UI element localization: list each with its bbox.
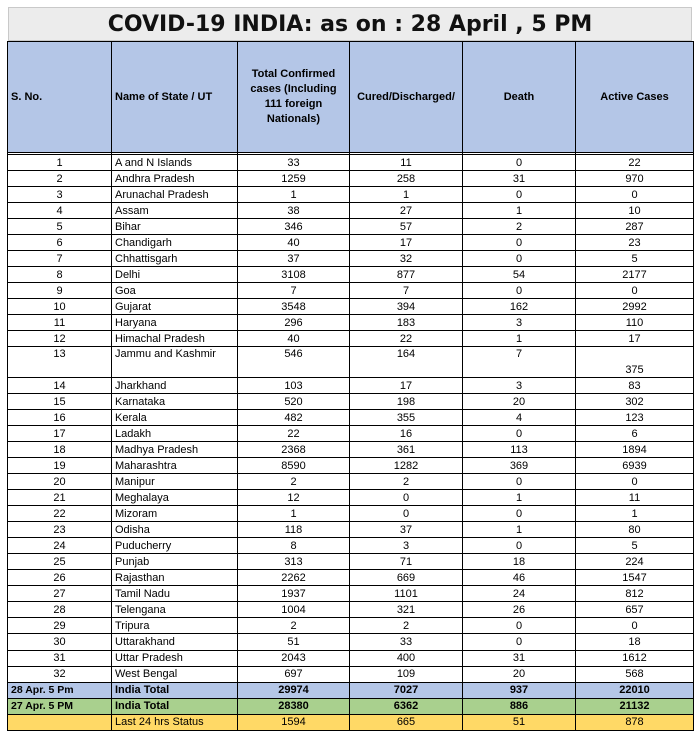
- cell-death: 0: [463, 474, 576, 490]
- cell-cured: 400: [350, 650, 463, 666]
- cell-death: 7: [463, 347, 576, 378]
- cell-confirmed: 7: [238, 283, 350, 299]
- cell-death: 0: [463, 538, 576, 554]
- cell-state: Meghalaya: [112, 490, 238, 506]
- cell-cured: 71: [350, 554, 463, 570]
- table-row: [8, 187, 694, 203]
- cell-death: 1: [463, 203, 576, 219]
- table-row: [8, 426, 694, 442]
- header-confirmed: Total Confirmed cases (Including 111 foreign Nationals): [238, 42, 350, 153]
- cell-confirmed: 103: [238, 378, 350, 394]
- table-row: [8, 394, 694, 410]
- table-row: [8, 474, 694, 490]
- cell-death: 0: [463, 235, 576, 251]
- cell-state: Manipur: [112, 474, 238, 490]
- table-row: [8, 347, 694, 378]
- cell-state: Andhra Pradesh: [112, 171, 238, 187]
- cell-active: 568: [576, 666, 694, 682]
- cell-cured: 164: [350, 347, 463, 378]
- cell-confirmed: 8590: [238, 458, 350, 474]
- cell-active: 11: [576, 490, 694, 506]
- cell-sno: 15: [8, 394, 112, 410]
- cell-sno: 24: [8, 538, 112, 554]
- cell-state: Arunachal Pradesh: [112, 187, 238, 203]
- cell-cured: 1101: [350, 586, 463, 602]
- cell-confirmed: 3548: [238, 299, 350, 315]
- total-today-date: 28 Apr. 5 Pm: [8, 682, 112, 698]
- cell-state: Madhya Pradesh: [112, 442, 238, 458]
- cell-active: 80: [576, 522, 694, 538]
- table-row: [8, 283, 694, 299]
- cell-active: 123: [576, 410, 694, 426]
- cell-cured: 258: [350, 171, 463, 187]
- table-row: [8, 522, 694, 538]
- total-previous-label: India Total: [112, 698, 238, 714]
- cell-sno: 18: [8, 442, 112, 458]
- cell-cured: 37: [350, 522, 463, 538]
- total-previous-cured: 6362: [350, 698, 463, 714]
- cell-state: Jharkhand: [112, 378, 238, 394]
- cell-cured: 361: [350, 442, 463, 458]
- table-row: [8, 251, 694, 267]
- cell-state: Rajasthan: [112, 570, 238, 586]
- cell-death: 1: [463, 331, 576, 347]
- cell-death: 113: [463, 442, 576, 458]
- cell-state: Punjab: [112, 554, 238, 570]
- page-title: COVID-19 INDIA: as on : 28 April , 5 PM: [8, 7, 692, 41]
- cell-active: 1612: [576, 650, 694, 666]
- cell-sno: 2: [8, 171, 112, 187]
- cell-cured: 321: [350, 602, 463, 618]
- cell-state: Goa: [112, 283, 238, 299]
- cell-sno: 21: [8, 490, 112, 506]
- header-death: Death: [463, 42, 576, 153]
- cell-cured: 2: [350, 474, 463, 490]
- table-row: [8, 586, 694, 602]
- cell-active: 18: [576, 634, 694, 650]
- cell-state: Uttar Pradesh: [112, 650, 238, 666]
- covid-table: [7, 41, 694, 731]
- cell-active: 0: [576, 187, 694, 203]
- cell-death: 3: [463, 315, 576, 331]
- total-previous-confirmed: 28380: [238, 698, 350, 714]
- last24-empty-cell: [8, 714, 112, 730]
- cell-active: 6: [576, 426, 694, 442]
- table-header-row: [8, 42, 694, 153]
- cell-confirmed: 2368: [238, 442, 350, 458]
- cell-active: 5: [576, 251, 694, 267]
- cell-sno: 5: [8, 219, 112, 235]
- cell-state: Puducherry: [112, 538, 238, 554]
- cell-active: 23: [576, 235, 694, 251]
- cell-active: 83: [576, 378, 694, 394]
- cell-sno: 1: [8, 155, 112, 171]
- cell-cured: 32: [350, 251, 463, 267]
- cell-confirmed: 313: [238, 554, 350, 570]
- cell-state: Odisha: [112, 522, 238, 538]
- cell-active: 657: [576, 602, 694, 618]
- cell-sno: 22: [8, 506, 112, 522]
- cell-state: Tamil Nadu: [112, 586, 238, 602]
- total-today-active: 22010: [576, 682, 694, 698]
- cell-sno: 25: [8, 554, 112, 570]
- cell-cured: 1: [350, 187, 463, 203]
- last24-row: [8, 714, 694, 730]
- cell-sno: 20: [8, 474, 112, 490]
- cell-sno: 12: [8, 331, 112, 347]
- cell-state: Haryana: [112, 315, 238, 331]
- last24-confirmed: 1594: [238, 714, 350, 730]
- cell-active: 224: [576, 554, 694, 570]
- cell-confirmed: 22: [238, 426, 350, 442]
- cell-state: Uttarakhand: [112, 634, 238, 650]
- cell-cured: 22: [350, 331, 463, 347]
- cell-death: 0: [463, 251, 576, 267]
- cell-cured: 11: [350, 155, 463, 171]
- cell-confirmed: 37: [238, 251, 350, 267]
- cell-confirmed: 1937: [238, 586, 350, 602]
- cell-active: 970: [576, 171, 694, 187]
- cell-death: 3: [463, 378, 576, 394]
- cell-cured: 17: [350, 378, 463, 394]
- cell-confirmed: 2262: [238, 570, 350, 586]
- table-row: [8, 235, 694, 251]
- cell-sno: 32: [8, 666, 112, 682]
- cell-death: 0: [463, 426, 576, 442]
- table-row: [8, 203, 694, 219]
- cell-sno: 8: [8, 267, 112, 283]
- cell-active: 0: [576, 283, 694, 299]
- cell-confirmed: 38: [238, 203, 350, 219]
- cell-state: Karnataka: [112, 394, 238, 410]
- cell-sno: 14: [8, 378, 112, 394]
- table-row: [8, 219, 694, 235]
- cell-sno: 30: [8, 634, 112, 650]
- table-row: [8, 315, 694, 331]
- total-previous-active: 21132: [576, 698, 694, 714]
- table-row: [8, 378, 694, 394]
- table-row: [8, 506, 694, 522]
- cell-cured: 0: [350, 490, 463, 506]
- cell-confirmed: 1: [238, 506, 350, 522]
- cell-confirmed: 8: [238, 538, 350, 554]
- cell-cured: 183: [350, 315, 463, 331]
- cell-sno: 19: [8, 458, 112, 474]
- cell-cured: 33: [350, 634, 463, 650]
- cell-confirmed: 33: [238, 155, 350, 171]
- cell-state: Gujarat: [112, 299, 238, 315]
- last24-cured: 665: [350, 714, 463, 730]
- cell-sno: 26: [8, 570, 112, 586]
- cell-sno: 17: [8, 426, 112, 442]
- cell-confirmed: 1004: [238, 602, 350, 618]
- cell-sno: 23: [8, 522, 112, 538]
- cell-cured: 669: [350, 570, 463, 586]
- cell-cured: 16: [350, 426, 463, 442]
- table-row: [8, 634, 694, 650]
- cell-active: 0: [576, 474, 694, 490]
- cell-death: 2: [463, 219, 576, 235]
- cell-death: 31: [463, 650, 576, 666]
- table-row: [8, 155, 694, 171]
- cell-cured: 109: [350, 666, 463, 682]
- cell-death: 24: [463, 586, 576, 602]
- total-today-death: 937: [463, 682, 576, 698]
- cell-confirmed: 296: [238, 315, 350, 331]
- table-row: [8, 554, 694, 570]
- cell-sno: 29: [8, 618, 112, 634]
- cell-active: 812: [576, 586, 694, 602]
- cell-cured: 7: [350, 283, 463, 299]
- cell-death: 0: [463, 187, 576, 203]
- cell-sno: 10: [8, 299, 112, 315]
- total-today-confirmed: 29974: [238, 682, 350, 698]
- table-row: [8, 331, 694, 347]
- cell-cured: 2: [350, 618, 463, 634]
- cell-death: 31: [463, 171, 576, 187]
- header-cured: Cured/Discharged/: [350, 42, 463, 153]
- cell-confirmed: 697: [238, 666, 350, 682]
- cell-state: Assam: [112, 203, 238, 219]
- cell-cured: 198: [350, 394, 463, 410]
- cell-state: Chandigarh: [112, 235, 238, 251]
- cell-death: 0: [463, 618, 576, 634]
- table-row: [8, 442, 694, 458]
- cell-death: 26: [463, 602, 576, 618]
- last24-active: 878: [576, 714, 694, 730]
- cell-cured: 1282: [350, 458, 463, 474]
- cell-state: West Bengal: [112, 666, 238, 682]
- table-row: [8, 666, 694, 682]
- cell-state: Ladakh: [112, 426, 238, 442]
- cell-death: 18: [463, 554, 576, 570]
- cell-confirmed: 482: [238, 410, 350, 426]
- cell-death: 162: [463, 299, 576, 315]
- total-previous-death: 886: [463, 698, 576, 714]
- cell-confirmed: 40: [238, 235, 350, 251]
- cell-confirmed: 1259: [238, 171, 350, 187]
- cell-confirmed: 40: [238, 331, 350, 347]
- cell-state: Kerala: [112, 410, 238, 426]
- cell-sno: 6: [8, 235, 112, 251]
- cell-confirmed: 12: [238, 490, 350, 506]
- cell-active: 302: [576, 394, 694, 410]
- cell-state: Mizoram: [112, 506, 238, 522]
- cell-state: A and N Islands: [112, 155, 238, 171]
- cell-death: 20: [463, 666, 576, 682]
- header-sno: S. No.: [8, 42, 112, 153]
- cell-confirmed: 2043: [238, 650, 350, 666]
- cell-state: Bihar: [112, 219, 238, 235]
- cell-cured: 0: [350, 506, 463, 522]
- table-row: [8, 618, 694, 634]
- last24-label: Last 24 hrs Status: [112, 714, 238, 730]
- table-row: [8, 410, 694, 426]
- cell-death: 0: [463, 283, 576, 299]
- cell-confirmed: 546: [238, 347, 350, 378]
- cell-confirmed: 3108: [238, 267, 350, 283]
- cell-sno: 13: [8, 347, 112, 378]
- cell-active: 110: [576, 315, 694, 331]
- cell-death: 4: [463, 410, 576, 426]
- total-today-cured: 7027: [350, 682, 463, 698]
- table-row: [8, 458, 694, 474]
- cell-death: 54: [463, 267, 576, 283]
- cell-active: 2177: [576, 267, 694, 283]
- cell-state: Delhi: [112, 267, 238, 283]
- table-row: [8, 490, 694, 506]
- cell-confirmed: 2: [238, 474, 350, 490]
- cell-active: 6939: [576, 458, 694, 474]
- cell-sno: 28: [8, 602, 112, 618]
- table-row: [8, 267, 694, 283]
- header-active: Active Cases: [576, 42, 694, 153]
- total-row-previous: [8, 698, 694, 714]
- cell-cured: 27: [350, 203, 463, 219]
- cell-confirmed: 2: [238, 618, 350, 634]
- table-row: [8, 538, 694, 554]
- cell-state: Jammu and Kashmir: [112, 347, 238, 378]
- table-row: [8, 602, 694, 618]
- cell-active: 1547: [576, 570, 694, 586]
- table-row: [8, 299, 694, 315]
- cell-active: 10: [576, 203, 694, 219]
- cell-cured: 877: [350, 267, 463, 283]
- cell-sno: 9: [8, 283, 112, 299]
- header-state: Name of State / UT: [112, 42, 238, 153]
- cell-state: Maharashtra: [112, 458, 238, 474]
- cell-death: 46: [463, 570, 576, 586]
- cell-active: 17: [576, 331, 694, 347]
- cell-cured: 355: [350, 410, 463, 426]
- cell-death: 0: [463, 634, 576, 650]
- cell-state: Telengana: [112, 602, 238, 618]
- total-previous-date: 27 Apr. 5 PM: [8, 698, 112, 714]
- cell-death: 1: [463, 522, 576, 538]
- cell-active: 1: [576, 506, 694, 522]
- cell-confirmed: 51: [238, 634, 350, 650]
- cell-sno: 3: [8, 187, 112, 203]
- table-row: [8, 650, 694, 666]
- total-today-label: India Total: [112, 682, 238, 698]
- cell-state: Tripura: [112, 618, 238, 634]
- cell-state: Himachal Pradesh: [112, 331, 238, 347]
- cell-death: 1: [463, 490, 576, 506]
- table-row: [8, 570, 694, 586]
- last24-death: 51: [463, 714, 576, 730]
- cell-sno: 7: [8, 251, 112, 267]
- cell-active: 287: [576, 219, 694, 235]
- cell-active: 2992: [576, 299, 694, 315]
- cell-active: 5: [576, 538, 694, 554]
- cell-cured: 3: [350, 538, 463, 554]
- cell-cured: 57: [350, 219, 463, 235]
- cell-confirmed: 520: [238, 394, 350, 410]
- cell-cured: 394: [350, 299, 463, 315]
- cell-sno: 4: [8, 203, 112, 219]
- cell-sno: 27: [8, 586, 112, 602]
- cell-confirmed: 346: [238, 219, 350, 235]
- cell-cured: 17: [350, 235, 463, 251]
- cell-death: 20: [463, 394, 576, 410]
- cell-death: 369: [463, 458, 576, 474]
- cell-confirmed: 118: [238, 522, 350, 538]
- cell-death: 0: [463, 155, 576, 171]
- cell-active: 22: [576, 155, 694, 171]
- cell-active: 1894: [576, 442, 694, 458]
- cell-state: Chhattisgarh: [112, 251, 238, 267]
- cell-active: 0: [576, 618, 694, 634]
- cell-sno: 11: [8, 315, 112, 331]
- cell-sno: 16: [8, 410, 112, 426]
- cell-active: 375: [576, 347, 694, 378]
- table-row: [8, 171, 694, 187]
- cell-death: 0: [463, 506, 576, 522]
- total-row-today: [8, 682, 694, 698]
- cell-confirmed: 1: [238, 187, 350, 203]
- cell-sno: 31: [8, 650, 112, 666]
